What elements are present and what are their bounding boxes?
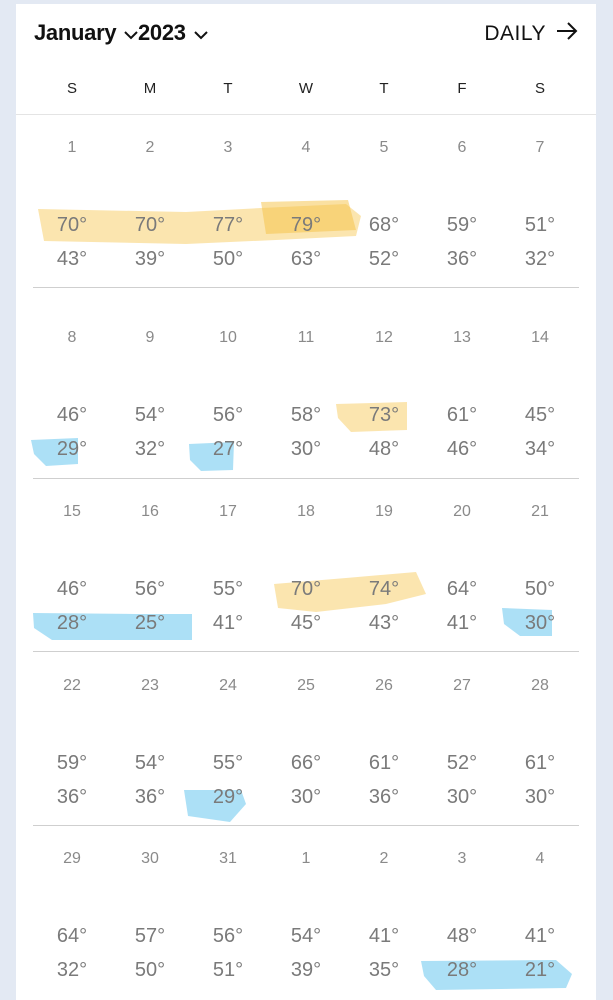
weekday-label: T bbox=[223, 80, 233, 97]
day-date: 17 bbox=[219, 503, 237, 520]
day-low-temp: 51° bbox=[212, 959, 244, 981]
day-low-temp: 39° bbox=[290, 959, 322, 981]
day-date: 1 bbox=[301, 850, 311, 867]
weekday-label: W bbox=[298, 80, 314, 97]
day-date: 8 bbox=[67, 329, 77, 346]
day-date: 3 bbox=[223, 139, 233, 156]
day-date: 16 bbox=[141, 503, 159, 520]
day-high-temp: 70° bbox=[290, 578, 322, 600]
day-date: 3 bbox=[457, 850, 467, 867]
day-date: 24 bbox=[219, 677, 237, 694]
day-low-temp: 39° bbox=[134, 248, 166, 270]
weekday-label: F bbox=[457, 80, 467, 97]
day-high-temp: 77° bbox=[212, 214, 244, 236]
day-low-temp: 45° bbox=[290, 612, 322, 634]
day-low-temp: 43° bbox=[56, 248, 88, 270]
day-low-temp: 36° bbox=[446, 248, 478, 270]
day-high-temp: 54° bbox=[290, 925, 322, 947]
weekday-label: M bbox=[143, 80, 157, 97]
day-high-temp: 46° bbox=[56, 404, 88, 426]
day-high-temp: 46° bbox=[56, 578, 88, 600]
day-date: 27 bbox=[453, 677, 471, 694]
day-high-temp: 70° bbox=[134, 214, 166, 236]
day-date: 1 bbox=[67, 139, 77, 156]
day-high-temp: 68° bbox=[368, 214, 400, 236]
day-date: 22 bbox=[63, 677, 81, 694]
day-low-temp: 52° bbox=[368, 248, 400, 270]
day-low-temp: 50° bbox=[212, 248, 244, 270]
day-date: 29 bbox=[63, 850, 81, 867]
day-date: 7 bbox=[535, 139, 545, 156]
day-high-temp: 56° bbox=[134, 578, 166, 600]
week-divider bbox=[33, 478, 579, 479]
weekday-label: S bbox=[66, 80, 77, 97]
day-date: 28 bbox=[531, 677, 549, 694]
day-high-temp: 59° bbox=[446, 214, 478, 236]
day-low-temp: 32° bbox=[524, 248, 556, 270]
day-high-temp: 70° bbox=[56, 214, 88, 236]
day-date: 12 bbox=[375, 329, 393, 346]
day-date: 20 bbox=[453, 503, 471, 520]
day-high-temp: 52° bbox=[446, 752, 478, 774]
day-low-temp: 48° bbox=[368, 438, 400, 460]
day-date: 23 bbox=[141, 677, 159, 694]
day-low-temp: 21° bbox=[524, 959, 556, 981]
day-high-temp: 51° bbox=[524, 214, 556, 236]
day-low-temp: 34° bbox=[524, 438, 556, 460]
day-low-temp: 29° bbox=[56, 438, 88, 460]
day-low-temp: 50° bbox=[134, 959, 166, 981]
day-high-temp: 45° bbox=[524, 404, 556, 426]
day-high-temp: 79° bbox=[290, 214, 322, 236]
day-date: 26 bbox=[375, 677, 393, 694]
day-low-temp: 27° bbox=[212, 438, 244, 460]
day-high-temp: 54° bbox=[134, 752, 166, 774]
day-date: 4 bbox=[535, 850, 545, 867]
day-date: 2 bbox=[145, 139, 155, 156]
daily-label: DAILY bbox=[484, 22, 546, 45]
month-label: January bbox=[34, 20, 117, 45]
day-date: 9 bbox=[145, 329, 155, 346]
weekday-label: T bbox=[379, 80, 389, 97]
day-low-temp: 63° bbox=[290, 248, 322, 270]
week-divider bbox=[33, 825, 579, 826]
day-low-temp: 36° bbox=[56, 786, 88, 808]
day-date: 31 bbox=[219, 850, 237, 867]
day-date: 10 bbox=[219, 329, 237, 346]
day-high-temp: 48° bbox=[446, 925, 478, 947]
day-date: 2 bbox=[379, 850, 389, 867]
day-high-temp: 56° bbox=[212, 404, 244, 426]
day-low-temp: 43° bbox=[368, 612, 400, 634]
day-date: 4 bbox=[301, 139, 311, 156]
day-high-temp: 56° bbox=[212, 925, 244, 947]
calendar-panel bbox=[16, 4, 596, 1000]
day-high-temp: 73° bbox=[368, 404, 400, 426]
day-low-temp: 30° bbox=[524, 786, 556, 808]
day-high-temp: 54° bbox=[134, 404, 166, 426]
day-low-temp: 29° bbox=[212, 786, 244, 808]
day-high-temp: 41° bbox=[368, 925, 400, 947]
week-divider bbox=[33, 287, 579, 288]
day-low-temp: 28° bbox=[446, 959, 478, 981]
day-low-temp: 46° bbox=[446, 438, 478, 460]
day-date: 18 bbox=[297, 503, 315, 520]
day-high-temp: 74° bbox=[368, 578, 400, 600]
year-label: 2023 bbox=[138, 20, 186, 45]
day-high-temp: 64° bbox=[56, 925, 88, 947]
day-high-temp: 66° bbox=[290, 752, 322, 774]
weekday-label: S bbox=[534, 80, 545, 97]
week-divider bbox=[33, 651, 579, 652]
day-low-temp: 32° bbox=[56, 959, 88, 981]
day-date: 15 bbox=[63, 503, 81, 520]
day-high-temp: 64° bbox=[446, 578, 478, 600]
day-date: 5 bbox=[379, 139, 389, 156]
day-low-temp: 41° bbox=[446, 612, 478, 634]
day-date: 11 bbox=[297, 329, 315, 346]
day-low-temp: 41° bbox=[212, 612, 244, 634]
day-high-temp: 61° bbox=[524, 752, 556, 774]
day-low-temp: 30° bbox=[290, 786, 322, 808]
day-date: 13 bbox=[453, 329, 471, 346]
day-low-temp: 25° bbox=[134, 612, 166, 634]
day-low-temp: 35° bbox=[368, 959, 400, 981]
day-high-temp: 59° bbox=[56, 752, 88, 774]
day-high-temp: 41° bbox=[524, 925, 556, 947]
day-date: 14 bbox=[531, 329, 549, 346]
day-date: 19 bbox=[375, 503, 393, 520]
day-low-temp: 30° bbox=[446, 786, 478, 808]
day-low-temp: 36° bbox=[368, 786, 400, 808]
day-high-temp: 55° bbox=[212, 578, 244, 600]
day-date: 21 bbox=[531, 503, 549, 520]
day-date: 6 bbox=[457, 139, 467, 156]
day-low-temp: 30° bbox=[290, 438, 322, 460]
day-high-temp: 61° bbox=[368, 752, 400, 774]
day-low-temp: 30° bbox=[524, 612, 556, 634]
day-high-temp: 57° bbox=[134, 925, 166, 947]
day-high-temp: 55° bbox=[212, 752, 244, 774]
day-high-temp: 58° bbox=[290, 404, 322, 426]
day-high-temp: 61° bbox=[446, 404, 478, 426]
day-date: 30 bbox=[141, 850, 159, 867]
day-low-temp: 36° bbox=[134, 786, 166, 808]
day-low-temp: 28° bbox=[56, 612, 88, 634]
day-date: 25 bbox=[297, 677, 315, 694]
day-high-temp: 50° bbox=[524, 578, 556, 600]
day-low-temp: 32° bbox=[134, 438, 166, 460]
